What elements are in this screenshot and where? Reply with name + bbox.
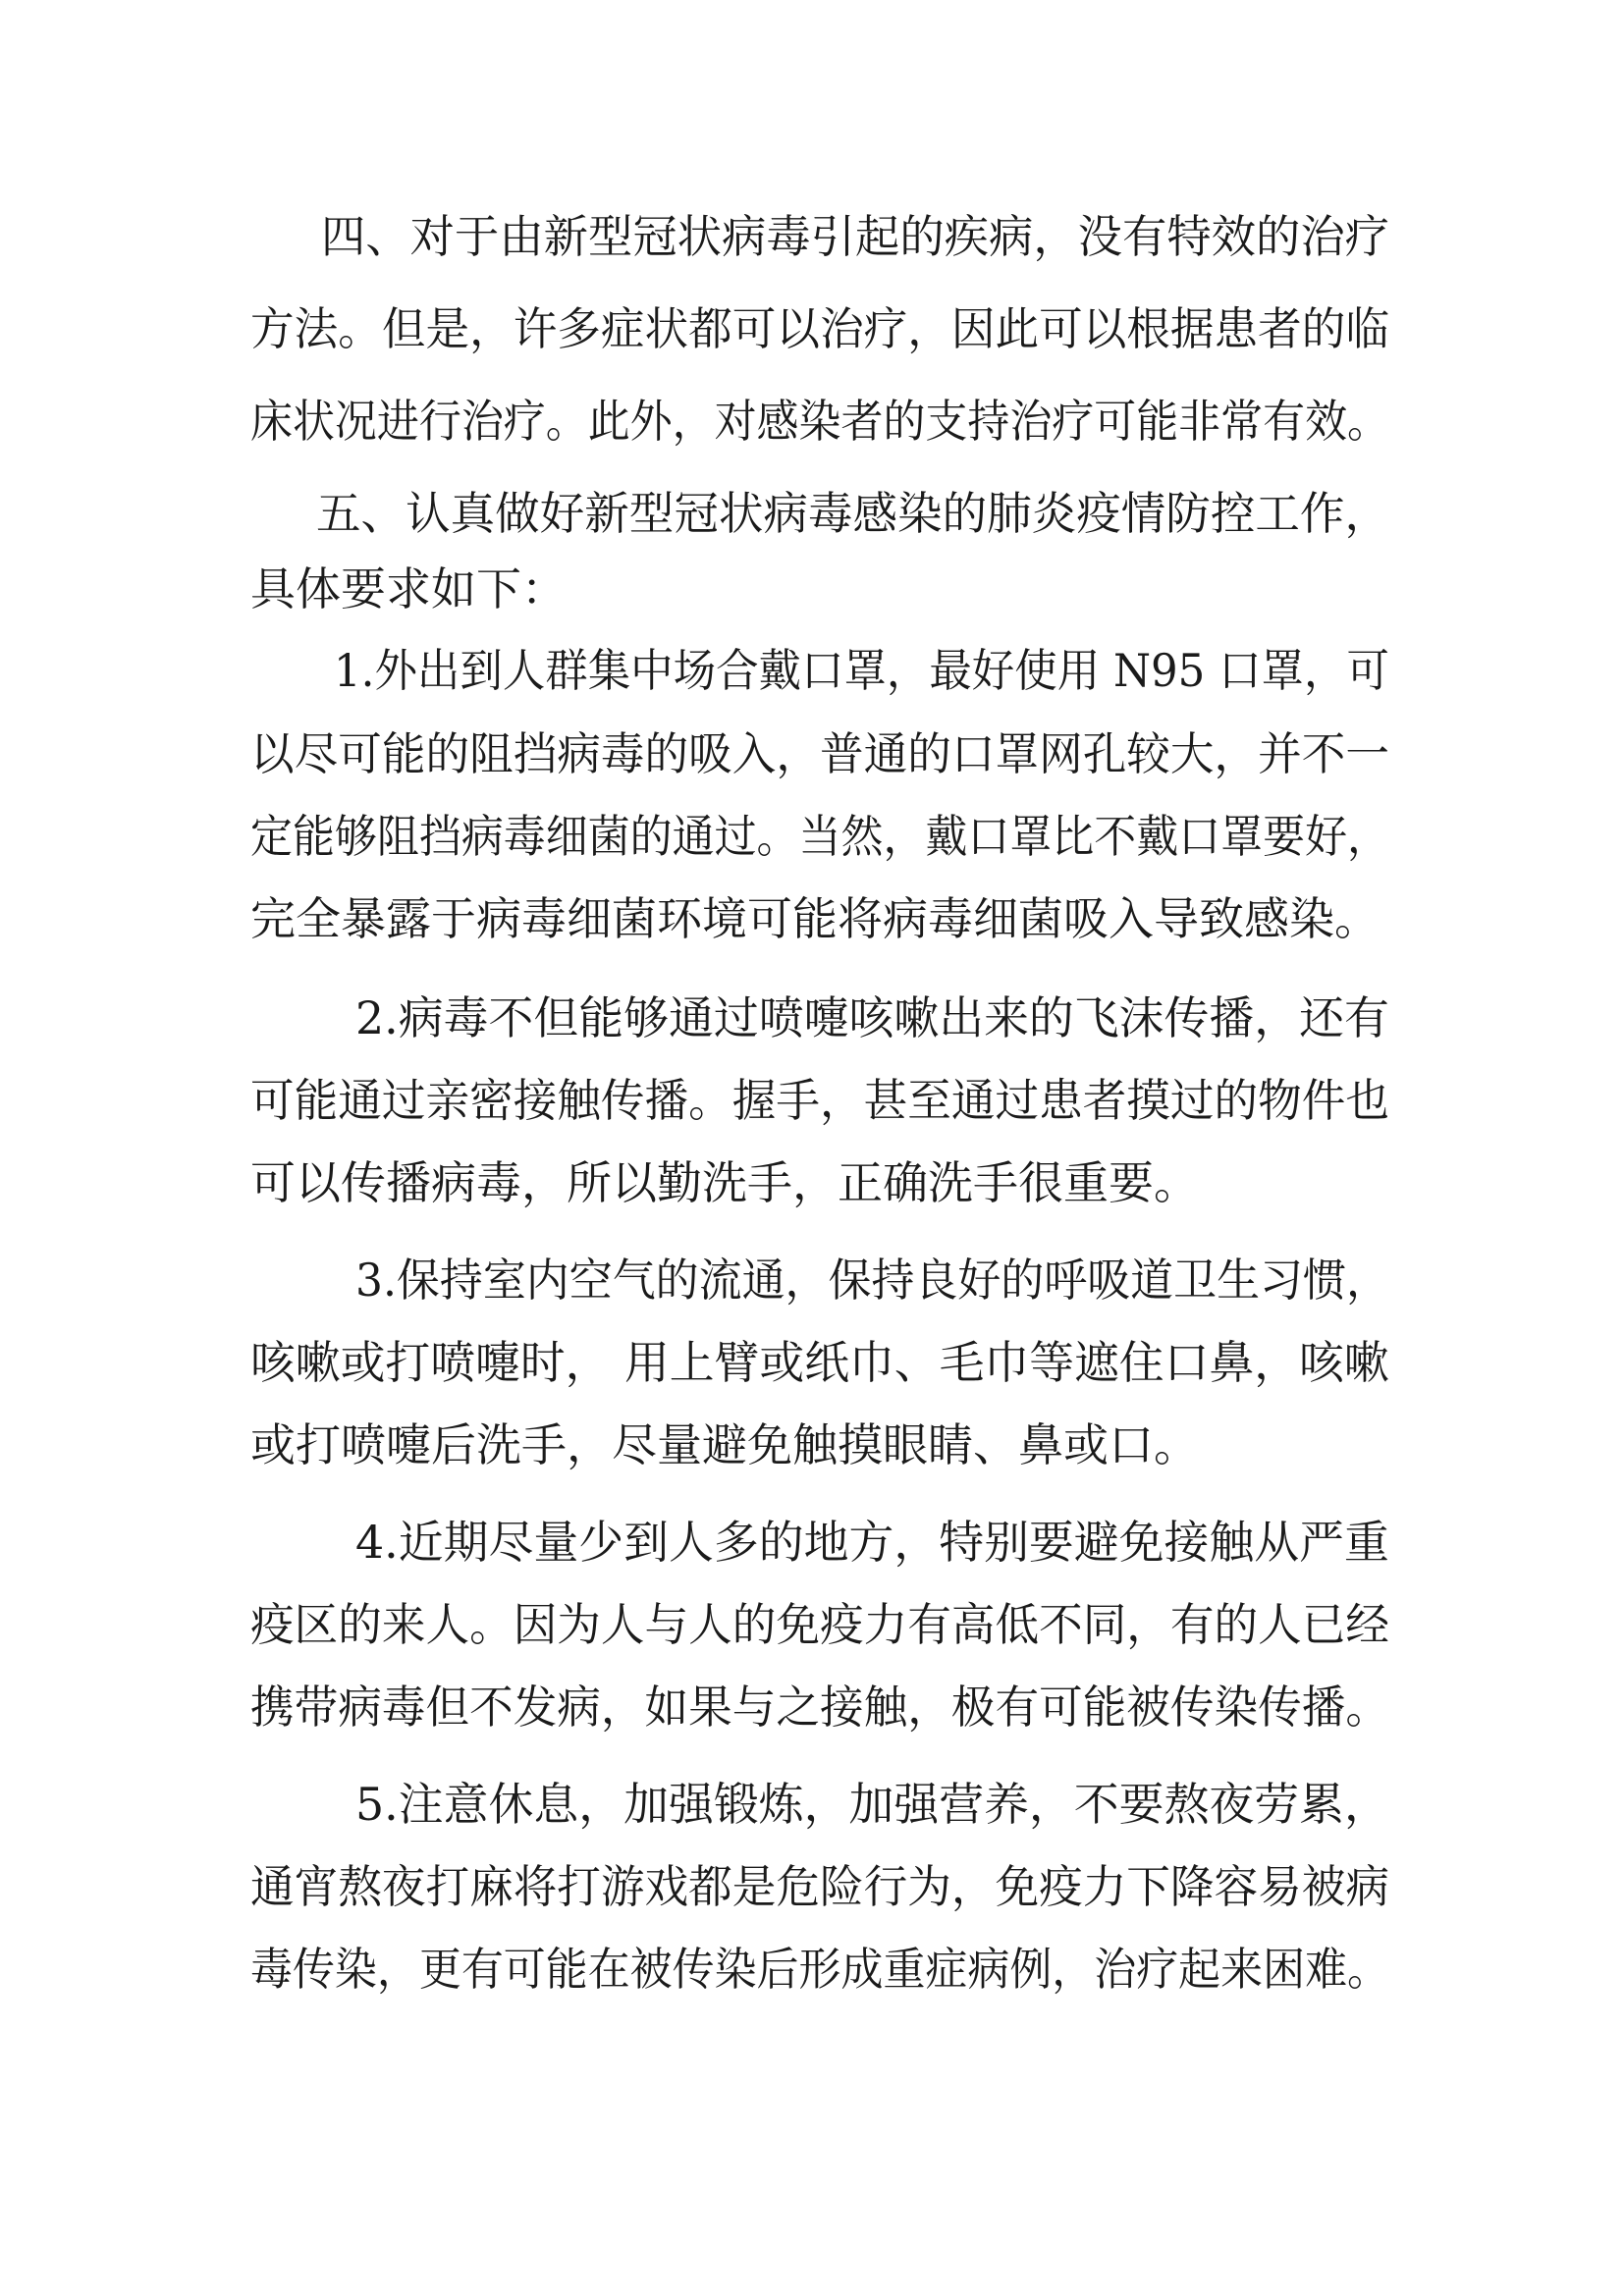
item-4-line-2: 疫区的来人。因为人与人的免疫力有高低不同，有的人已经 — [250, 1598, 1389, 1651]
item-5-line-1: 5.注意休息，加强锻炼，加强营养，不要熬夜劳累， — [355, 1778, 1389, 1831]
paragraph-4-line-1: 四、对于由新型冠状病毒引起的疾病，没有特效的治疗 — [321, 210, 1389, 263]
item-2-line-1: 2.病毒不但能够通过喷嚏咳嗽出来的飞沫传播，还有 — [355, 991, 1389, 1044]
item-4-line-1: 4.近期尽量少到人多的地方，特别要避免接触从严重 — [355, 1516, 1389, 1569]
item-3-line-3: 或打喷嚏后洗手，尽量避免触摸眼睛、鼻或口。 — [250, 1418, 1199, 1471]
paragraph-5-line-2: 具体要求如下： — [250, 562, 567, 615]
paragraph-4-line-2: 方法。但是，许多症状都可以治疗，因此可以根据患者的临 — [250, 302, 1389, 355]
paragraph-4-line-3: 床状况进行治疗。此外，对感染者的支持治疗可能非常有效。 — [250, 395, 1389, 448]
item-3-line-1: 3.保持室内空气的流通，保持良好的呼吸道卫生习惯， — [355, 1254, 1389, 1307]
item-3-line-2: 咳嗽或打喷嚏时， 用上臂或纸巾、毛巾等遮住口鼻，咳嗽 — [250, 1336, 1389, 1389]
item-2-line-3: 可以传播病毒，所以勤洗手，正确洗手很重要。 — [250, 1156, 1199, 1209]
paragraph-5-line-1: 五、认真做好新型冠状病毒感染的肺炎疫情防控工作， — [316, 487, 1389, 540]
item-5-line-3: 毒传染，更有可能在被传染后形成重症病例，治疗起来困难。 — [250, 1943, 1389, 1996]
item-4-line-3: 携带病毒但不发病，如果与之接触，极有可能被传染传播。 — [250, 1681, 1389, 1734]
item-2-line-2: 可能通过亲密接触传播。握手，甚至通过患者摸过的物件也 — [250, 1074, 1389, 1127]
item-1-line-3: 定能够阻挡病毒细菌的通过。当然，戴口罩比不戴口罩要好， — [250, 810, 1389, 863]
item-1-line-2: 以尽可能的阻挡病毒的吸入，普通的口罩网孔较大，并不一 — [250, 727, 1389, 780]
item-1-line-4: 完全暴露于病毒细菌环境可能将病毒细菌吸入导致感染。 — [250, 892, 1380, 945]
item-5-line-2: 通宵熬夜打麻将打游戏都是危险行为，免疫力下降容易被病 — [250, 1860, 1389, 1913]
item-1-line-1: 1.外出到人群集中场合戴口罩，最好使用 N95 口罩，可 — [334, 644, 1389, 697]
